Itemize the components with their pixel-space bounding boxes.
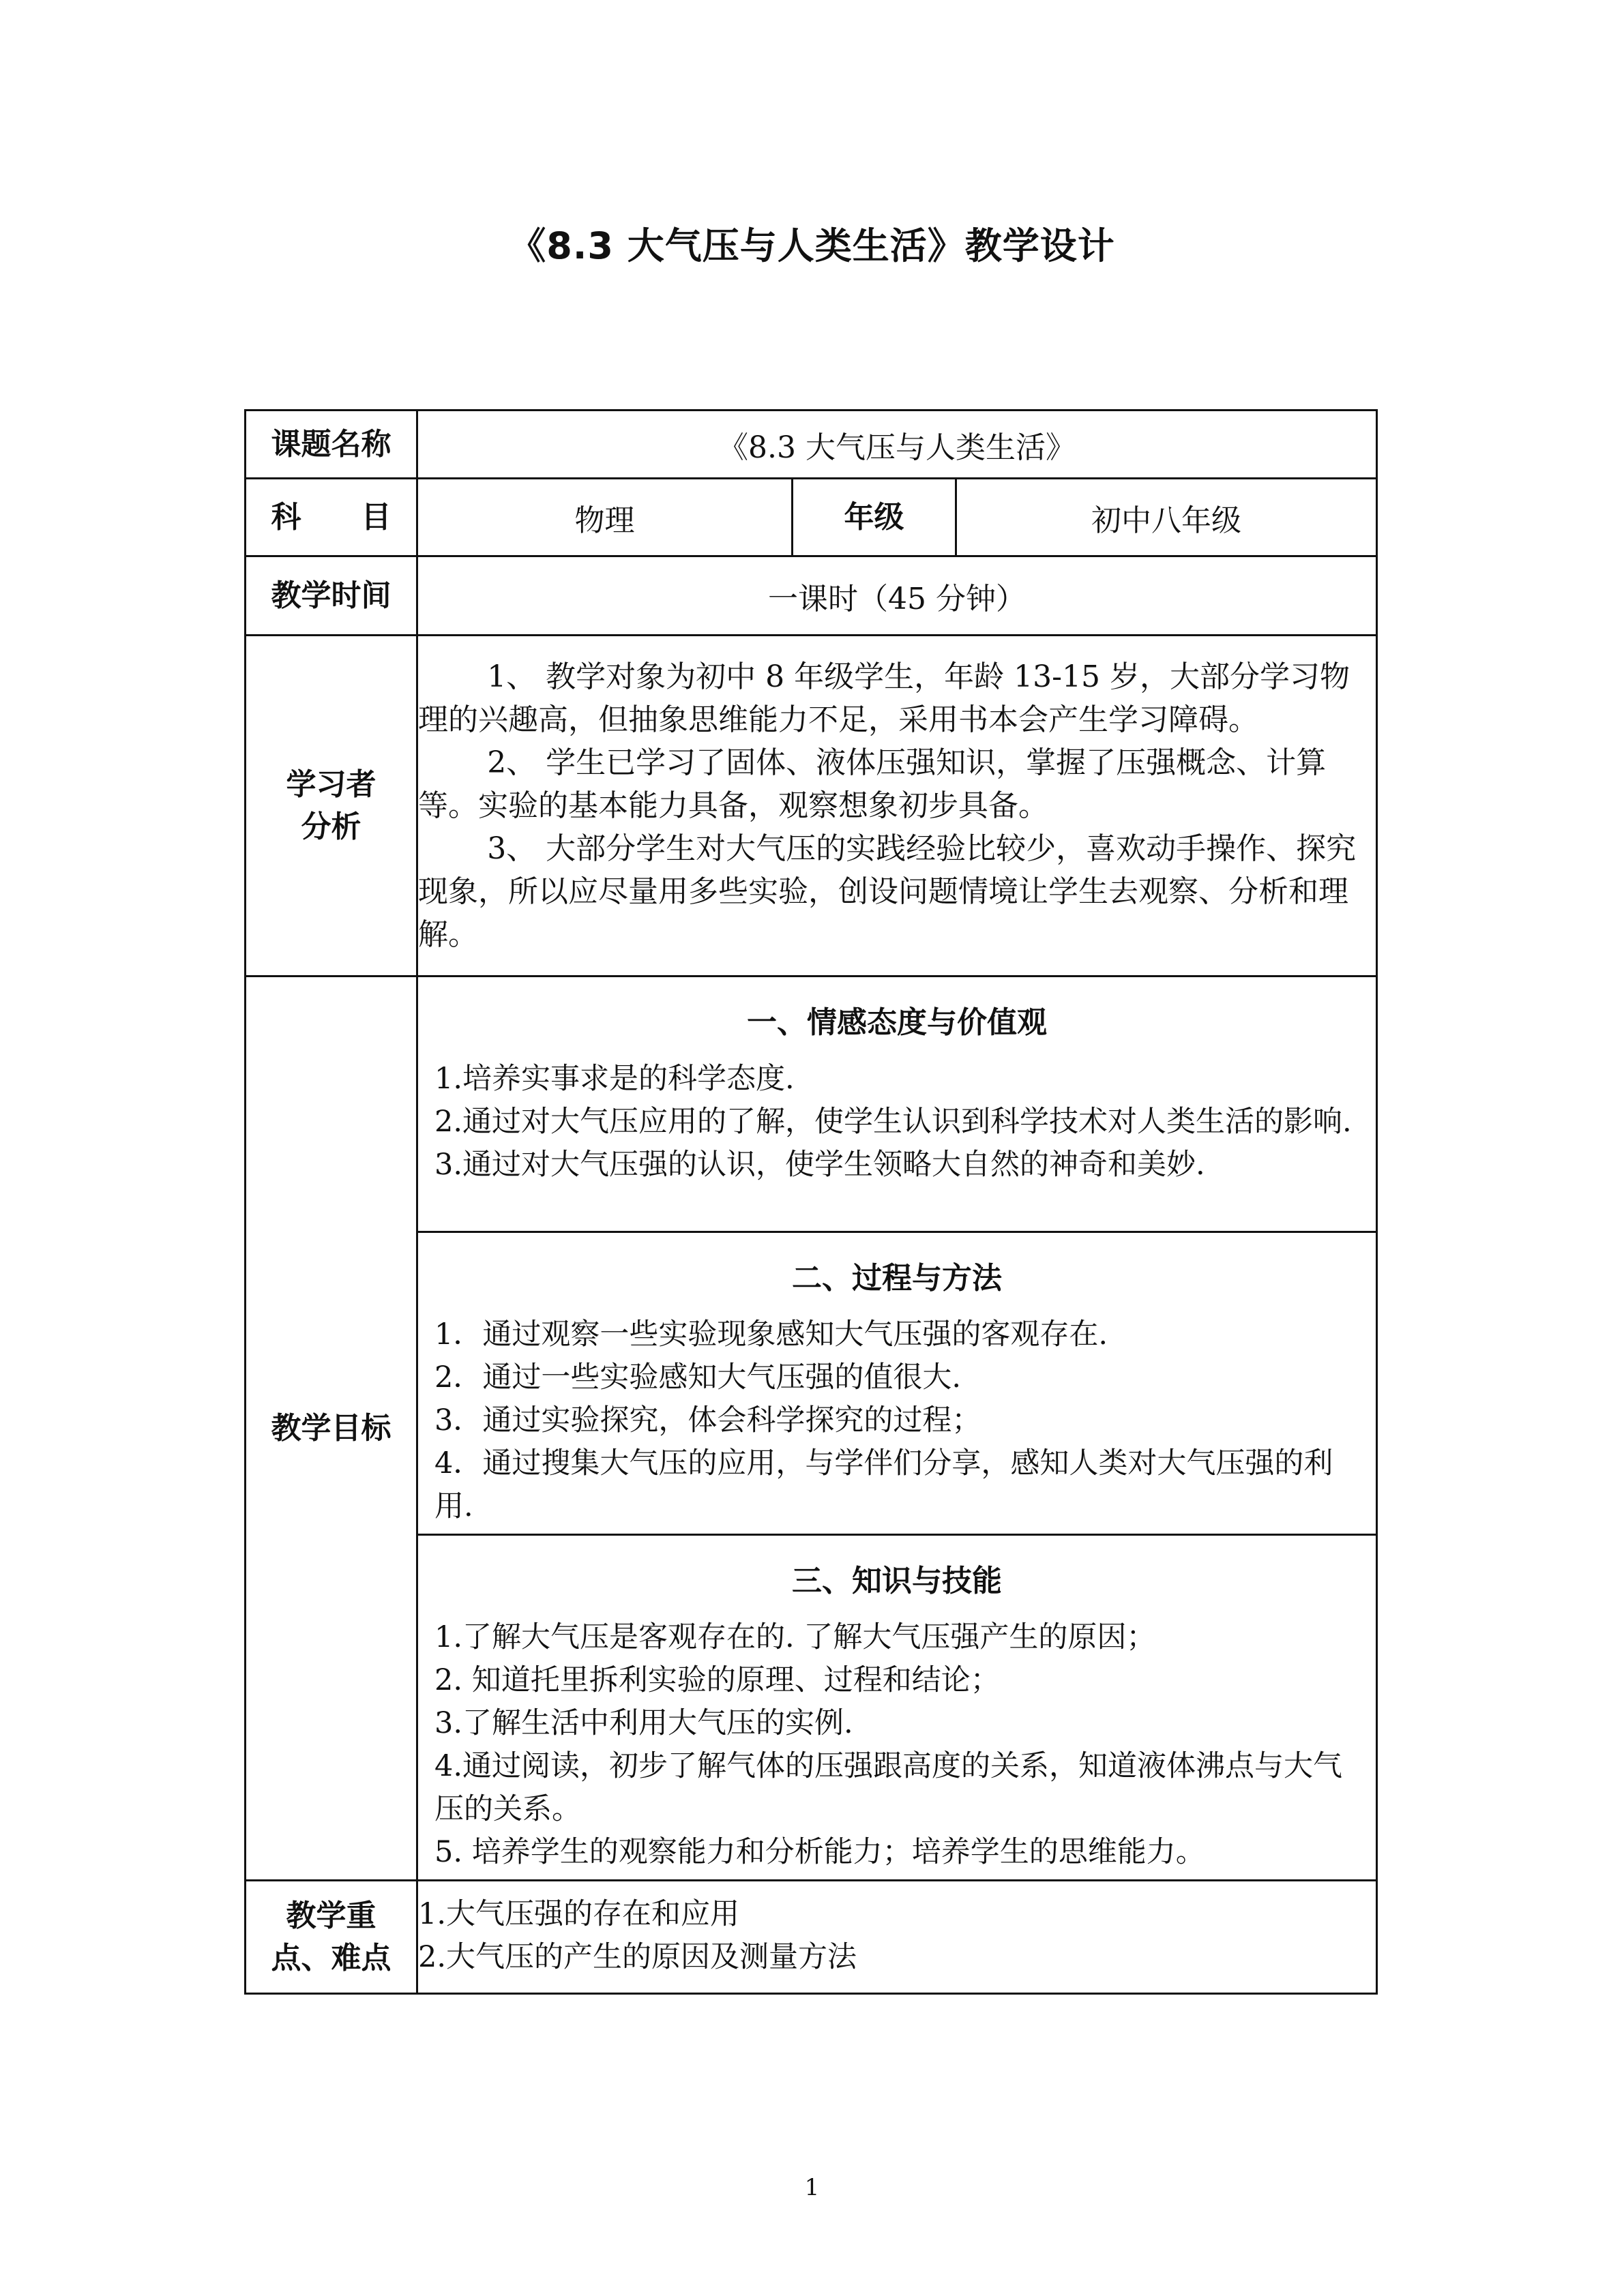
learner-paragraph: 3、 大部分学生对大气压的实践经验比较少，喜欢动手操作、探究现象，所以应尽量用多些实验，创设问题情境让学生去观察、分析和理解。: [418, 831, 1357, 952]
learner-paragraph: 2、 学生已学习了固体、液体压强知识，掌握了压强概念、计算等。实验的基本能力具备，观察想象初步具备。: [418, 745, 1327, 823]
key-points-label: [246, 1881, 417, 1994]
topic-label: 课题名称: [246, 411, 417, 479]
subject-value: 物理: [417, 479, 793, 556]
goal-section-items: [418, 1058, 1376, 1192]
key-points-text: [417, 1881, 1377, 1994]
row-key-points: [246, 1881, 1377, 1994]
goal-item: 2.通过对大气压应用的了解，使学生认识到科学技术对人类生活的影响.: [434, 1105, 1352, 1139]
row-learner-analysis: [246, 636, 1377, 976]
goal-item: 3．通过实验探究，体会科学探究的过程；: [434, 1403, 981, 1437]
row-subject: [246, 479, 1377, 556]
learner-label-line1: 学习者: [286, 766, 377, 802]
goal-section-items: [418, 1616, 1376, 1879]
goals-label: 教学目标: [246, 976, 417, 1881]
goal-item: 1.了解大气压是客观存在的. 了解大气压强产生的原因；: [434, 1620, 1156, 1654]
page-number: 1: [804, 2174, 820, 2201]
goal-section-heading: 三、知识与技能: [792, 1564, 1002, 1598]
goal-section: [417, 1232, 1377, 1535]
time-label: 教学时间: [246, 556, 417, 636]
grade-value: 初中八年级: [956, 479, 1377, 556]
key-points-label-line1: 教学重: [286, 1898, 377, 1933]
goal-section: [417, 1535, 1377, 1881]
goal-section-heading: 二、过程与方法: [792, 1261, 1002, 1296]
row-time: [246, 556, 1377, 636]
learner-label: [246, 636, 417, 976]
learner-paragraph: 1、 教学对象为初中 8 年级学生，年龄 13-15 岁，大部分学习物理的兴趣高，但抽象思维能力不足，采用书本会产生学习障碍。: [418, 659, 1350, 737]
goal-item: 1．通过观察一些实验现象感知大气压强的客观存在.: [434, 1317, 1108, 1352]
row-topic: [246, 411, 1377, 479]
key-points-label-line2: 点、难点: [271, 1940, 392, 1976]
row-goal-affective: [246, 976, 1377, 1232]
goal-item: 3.通过对大气压强的认识，使学生领略大自然的神奇和美妙.: [434, 1148, 1205, 1182]
goal-section: [417, 976, 1377, 1232]
key-point-item: 2.大气压的产生的原因及测量方法: [418, 1939, 857, 1974]
goal-section-heading: 一、情感态度与价值观: [747, 1005, 1047, 1040]
goal-item: 5. 培养学生的观察能力和分析能力；培养学生的思维能力。: [434, 1835, 1205, 1869]
subject-label: 科 目: [246, 479, 417, 556]
goal-item: 4.通过阅读，初步了解气体的压强跟高度的关系，知道液体沸点与大气压的关系。: [434, 1749, 1343, 1826]
time-value: 一课时（45 分钟）: [417, 556, 1377, 636]
goal-item: 2．通过一些实验感知大气压强的值很大.: [434, 1360, 962, 1395]
grade-label: 年级: [793, 479, 956, 556]
topic-value: 《8.3 大气压与人类生活》: [417, 411, 1377, 479]
key-point-item: 1.大气压强的存在和应用: [418, 1896, 740, 1931]
goal-item: 4．通过搜集大气压的应用，与学伴们分享，感知人类对大气压强的利用.: [434, 1446, 1333, 1523]
goal-item: 2. 知道托里拆利实验的原理、过程和结论；: [434, 1663, 1000, 1697]
goal-item: 3.了解生活中利用大气压的实例.: [434, 1706, 853, 1740]
document-title: 《8.3 大气压与人类生活》教学设计: [509, 224, 1115, 267]
learner-label-line2: 分析: [301, 809, 361, 844]
learner-analysis-text: [417, 636, 1377, 976]
goal-item: 1.培养实事求是的科学态度.: [434, 1062, 795, 1096]
goal-section-items: [418, 1313, 1376, 1534]
lesson-plan-table: [244, 409, 1378, 1995]
